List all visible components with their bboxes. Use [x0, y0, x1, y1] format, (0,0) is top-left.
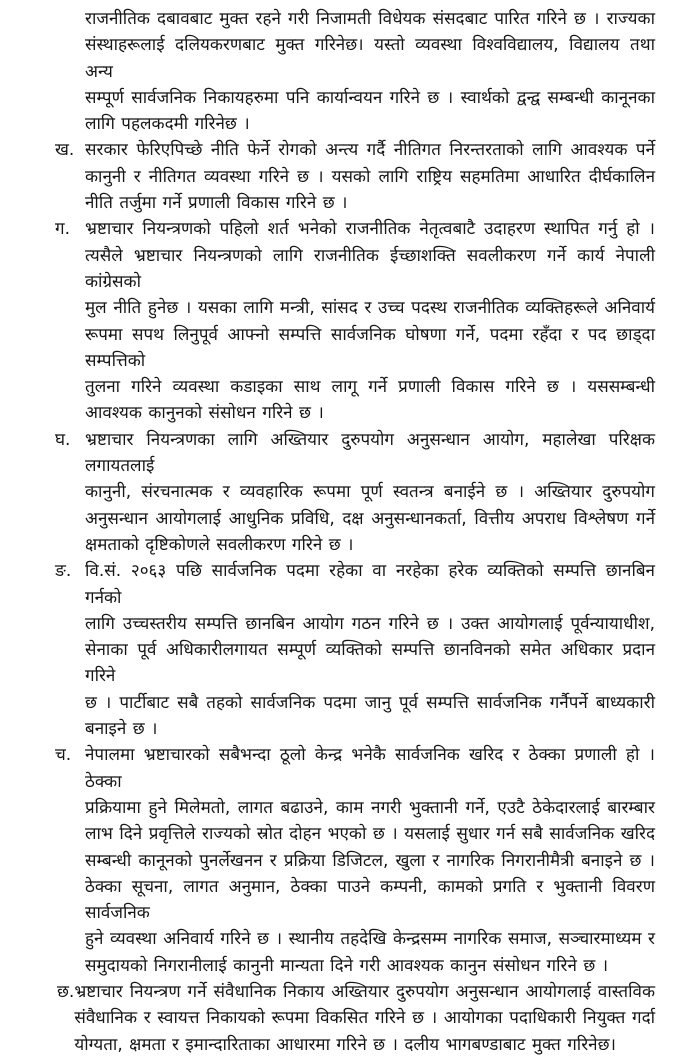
text-line: कानुनी र नीतिगत व्यवस्था गरिने छ । यसको लागि राष्ट्रिय सहमतिमा आधारित दीर्घकालिन — [85, 166, 655, 187]
paragraph-cha-text — [85, 742, 655, 979]
text-line: लागि पहलकदमी गरिनेछ । — [85, 114, 250, 135]
text-line: तुलना गरिने व्यवस्था कडाइका साथ लागू गर्ने प्रणाली विकास गरिने छ । यससम्बन्धी — [85, 377, 655, 398]
text-line: हुने व्यवस्था अनिवार्य गरिने छ । स्थानीय तहदेखि केन्द्रसम्म नागरिक समाज, सञ्चारमाध्यम र — [85, 929, 655, 950]
text-line: लाभ दिने प्रवृत्तिले राज्यको स्रोत दोहन भएको छ । यसलाई सुधार गर्न सबै सार्वजनिक खरिद — [85, 824, 655, 845]
text-line: छ । पार्टीबाट सबै तहको सार्वजनिक पदमा जानु पूर्व सम्पत्ति सार्वजनिक गर्नैपर्ने बाध्यकारी — [85, 692, 655, 713]
paragraph-ga — [55, 216, 655, 426]
text-line: भ्रष्टाचार नियन्त्रणको पहिलो शर्त भनेको राजनीतिक नेतृत्वबाटै उदाहरण स्थापित गर्नु हो । — [85, 219, 655, 240]
paragraph-chha-text — [74, 979, 655, 1058]
paragraph-kha — [55, 137, 655, 216]
text-line: मुल नीति हुनेछ । यसका लागि मन्त्री, सांसद र उच्च पदस्थ राजनीतिक व्यक्तिहरूले अनिवार्य — [85, 298, 655, 319]
text-line: प्रक्रियामा हुने मिलेमतो, लागत बढाउने, काम नगरी भुक्तानी गर्ने, एउटै ठेकेदारलाई बारम्बार — [85, 797, 655, 818]
text-line: संवैधानिक र स्वायत्त निकायको रूपमा विकसित गरिने छ । आयोगका पदाधिकारी नियुक्त गर्दा — [74, 1008, 655, 1029]
text-line: रूपमा सपथ लिनुपूर्व आफ्नो सम्पत्ति सार्वजनिक घोषणा गर्ने, पदमा रहँदा र पद छाड्दा सम्पत्तिको — [85, 324, 655, 371]
paragraph-intro-text — [85, 6, 655, 137]
text-line: बनाइने छ । — [85, 719, 158, 740]
text-line: लागि उच्चस्तरीय सम्पत्ति छानबिन आयोग गठन गरिने छ । उक्त आयोगलाई पूर्वन्यायाधीश, — [85, 613, 655, 634]
paragraph-gha-text — [85, 427, 655, 558]
paragraph-kha-label: ख. — [55, 140, 75, 161]
text-line: नीति तर्जुमा गर्ने प्रणाली विकास गरिने छ । — [85, 193, 348, 214]
paragraph-gha-label: घ. — [55, 429, 71, 450]
text-line: सम्बन्धी कानूनको पुनर्लेखनन र प्रक्रिया डिजिटल, खुला र नागरिक निगरानीमैत्री बनाइने छ । — [85, 850, 655, 871]
paragraph-chha-label: छ. — [57, 981, 75, 1002]
text-line: संस्थाहरूलाई दलियकरणबाट मुक्त गरिनेछ। यस्तो व्यवस्था विश्वविद्यालय, विद्यालय तथा अन्य — [85, 35, 655, 82]
text-line: सरकार फेरिएपिच्छे नीति फेर्ने रोगको अन्त्य गर्दै नीतिगत निरन्तरताको लागि आवश्यक पर्ने — [85, 140, 655, 161]
paragraph-cha-label: च. — [55, 745, 72, 766]
text-line: सेनाका पूर्व अधिकारीलगायत सम्पूर्ण व्यक्तिको सम्पत्ति छानविनको समेत अधिकार प्रदान गरिने — [85, 640, 655, 687]
text-line: त्यसैले भ्रष्टाचार नियन्त्रणको लागि राजनीतिक ईच्छाशक्ति सवलीकरण गर्ने कार्य नेपाली कांग्रेसको — [85, 245, 655, 292]
paragraph-ga-label: ग. — [55, 219, 70, 240]
text-line: अनुसन्धान आयोगलाई आधुनिक प्रविधि, दक्ष अनुसन्धानकर्ता, वित्तीय अपराध विश्लेषण गर्ने — [85, 508, 655, 529]
text-line: नेपालमा भ्रष्टाचारको सबैभन्दा ठूलो केन्द्र भनेकै सार्वजनिक खरिद र ठेक्का प्रणाली हो । ठेक्का — [85, 745, 655, 792]
paragraph-chha — [57, 979, 655, 1058]
text-line: राजनीतिक दबावबाट मुक्त रहने गरी निजामती विधेयक संसदबाट पारित गरिने छ । राज्यका — [85, 9, 655, 29]
paragraph-nga-label: ङ. — [55, 561, 72, 582]
text-line: भ्रष्टाचार नियन्त्रण गर्ने संवैधानिक निकाय अख्तियार दुरुपयोग अनुसन्धान आयोगलाई वास्तविक — [74, 981, 655, 1002]
text-line: वि.सं. २०६३ पछि सार्वजनिक पदमा रहेका वा नरहेका हरेक व्यक्तिको सम्पत्ति छानबिन गर्नको — [85, 561, 655, 608]
text-line: सम्पूर्ण सार्वजनिक निकायहरुमा पनि कार्यान्वयन गरिने छ । स्वार्थको द्वन्द्व सम्बन्धी कानूनका — [85, 87, 655, 108]
paragraph-kha-text — [85, 137, 655, 216]
paragraph-nga — [55, 558, 655, 742]
text-line: ठेक्का सूचना, लागत अनुमान, ठेक्का पाउने कम्पनी, कामको प्रगति र भुक्तानी विवरण सार्वजनिक — [85, 876, 655, 924]
paragraph-ga-text — [85, 216, 655, 426]
text-line: भ्रष्टाचार नियन्त्रणका लागि अख्तियार दुरुपयोग अनुसन्धान आयोग, महालेखा परिक्षक लगायतलाई — [85, 429, 655, 477]
paragraph-intro — [85, 6, 655, 137]
paragraph-cha — [55, 742, 655, 979]
text-line: समुदायको निगरानीलाई कानुनी मान्यता दिने गरी आवश्यक कानुन संसोधन गरिने छ । — [85, 955, 609, 976]
text-line: योग्यता, क्षमता र इमान्दारिताका आधारमा गरिने छ । दलीय भागबण्डाबाट मुक्त गरिनेछ। — [74, 1034, 616, 1055]
text-line: आवश्यक कानुनको संसोधन गरिने छ । — [85, 403, 324, 424]
text-line: कानुनी, संरचनात्मक र व्यवहारिक रूपमा पूर्ण स्वतन्त्र बनाईने छ । अख्तियार दुरुपयोग — [85, 482, 655, 503]
paragraph-gha — [55, 427, 655, 558]
paragraph-nga-text — [85, 558, 655, 742]
text-line: क्षमताको दृष्टिकोणले सवलीकरण गरिने छ । — [85, 534, 354, 555]
